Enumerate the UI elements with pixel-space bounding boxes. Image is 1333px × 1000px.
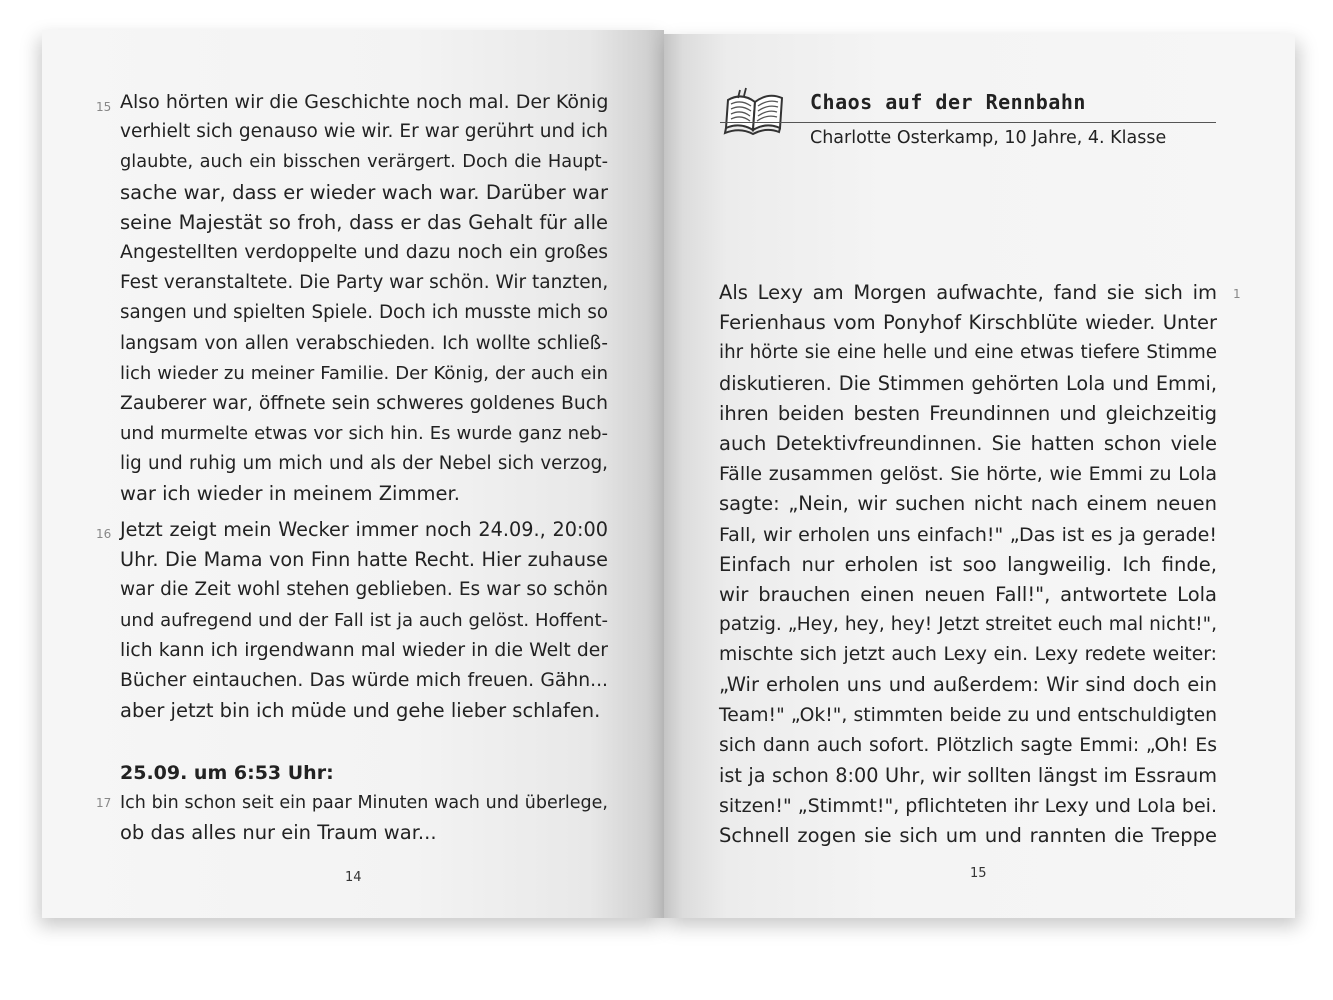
text-line: Uhr. Die Mama von Finn hatte Recht. Hier zuhause [120, 548, 608, 572]
text-line: Zauberer war, öffnete sein schweres goldenes Buch [120, 392, 608, 414]
page-number: 14 [345, 870, 362, 885]
text-line: langsam von allen verabschieden. Ich wollte schließ- [120, 332, 608, 354]
text-line: Als Lexy am Morgen aufwachte, fand sie sich im [719, 281, 1217, 304]
line-number: 17 [96, 796, 112, 810]
text-line: ihren beiden besten Freundinnen und gleichzeitig [719, 401, 1217, 425]
paragraph [120, 515, 608, 726]
text-line: Einfach nur erholen ist soo langweilig. Ich finde, [719, 552, 1217, 576]
text-line: Ich bin schon seit ein paar Minuten wach und überlege, [120, 793, 608, 813]
text-line: Also hörten wir die Geschichte noch mal. Der König [120, 91, 609, 113]
text-line: Fall, wir erholen uns einfach!" „Das ist es ja gerade! [719, 523, 1217, 546]
text-line: sagte: „Nein, wir suchen nicht nach einem neuen [719, 492, 1217, 516]
text-line: ihr hörte sie eine helle und eine etwas tiefere Stimme [719, 342, 1217, 364]
paragraph [120, 788, 608, 848]
text-line: verhielt sich genauso wie wir. Er war gerührt und ich [120, 121, 608, 143]
text-line: war ich wieder in meinem Zimmer. [120, 482, 460, 506]
text-line: seine Majestät so froh, dass er das Gehalt für alle [120, 210, 608, 234]
text-line: ist ja schon 8:00 Uhr, wir sollten längst im Essraum [719, 764, 1217, 787]
text-line: aber jetzt bin ich müde und gehe lieber schlafen. [120, 699, 601, 723]
text-line: Angestellten verdoppelte und dazu noch ein großes [120, 241, 608, 263]
text-line: wir brauchen einen neuen Fall!", antwortete Lola [719, 582, 1217, 606]
text-line: lig und ruhig um mich und als der Nebel sich verzog, [120, 453, 608, 475]
line-number: 16 [96, 527, 112, 541]
text-line: Jetzt zeigt mein Wecker immer noch 24.09., 20:00 [120, 518, 608, 541]
line-number: 1 [1233, 287, 1241, 301]
left-page [42, 30, 664, 918]
story-title: Chaos auf der Rennbahn [810, 90, 1086, 114]
text-line: und murmelte etwas vor sich hin. Es wurde ganz neb- [120, 423, 608, 445]
author-line: Charlotte Osterkamp, 10 Jahre, 4. Klasse [810, 128, 1167, 148]
text-line: patzig. „Hey, hey, hey! Jetzt streitet euch mal nicht!", [719, 614, 1217, 636]
text-line: Bücher eintauchen. Das würde mich freuen. Gähn... [120, 669, 608, 691]
text-line: Schnell zogen sie sich um und rannten die Treppe [719, 824, 1217, 848]
title-underline [720, 122, 1216, 123]
text-line: mischte sich jetzt auch Lexy ein. Lexy redete weiter: [719, 644, 1217, 666]
text-line: diskutieren. Die Stimmen gehörten Lola und Emmi, [719, 371, 1217, 395]
text-line: lich wieder zu meiner Familie. Der König, der auch ein [120, 362, 608, 384]
text-line: auch Detektivfreundinnen. Sie hatten schon viele [719, 431, 1217, 455]
page-number: 15 [970, 866, 987, 881]
text-line: sangen und spielten Spiele. Doch ich musste mich so [120, 302, 608, 324]
text-line: glaubte, auch ein bisschen verärgert. Doch die Haupt- [120, 152, 608, 173]
text-line: sitzen!" „Stimmt!", pflichteten ihr Lexy und Lola bei. [719, 795, 1217, 818]
text-line: Team!" „Ok!", stimmten beide zu und entschuldigten [719, 704, 1217, 726]
text-line: lich kann ich irgendwann mal wieder in die Welt der [120, 639, 608, 661]
date-heading: 25.09. um 6:53 Uhr: [120, 762, 334, 784]
line-number: 15 [96, 100, 112, 114]
text-line: ob das alles nur ein Traum war... [120, 821, 437, 845]
text-line: Fest veranstaltete. Die Party war schön. Wir tanzten, [120, 272, 609, 294]
text-line: Ferienhaus vom Ponyhof Kirschblüte wieder. Unter [719, 311, 1217, 335]
paragraph [120, 87, 608, 510]
text-line: „Wir erholen uns und außerdem: Wir sind doch ein [719, 673, 1217, 697]
text-line: war die Zeit wohl stehen geblieben. Es war so schön [120, 579, 608, 601]
text-line: sich dann auch sofort. Plötzlich sagte Emmi: „Oh! Es [719, 734, 1217, 756]
text-line: und aufregend und der Fall ist ja auch gelöst. Hoffent- [120, 609, 608, 631]
paragraph [719, 278, 1217, 852]
text-line: Fälle zusammen gelöst. Sie hörte, wie Emmi zu Lola [719, 463, 1217, 486]
right-page [664, 34, 1295, 918]
open-book-icon [722, 86, 788, 138]
text-line: sache war, dass er wieder wach war. Darüber war [120, 180, 608, 204]
